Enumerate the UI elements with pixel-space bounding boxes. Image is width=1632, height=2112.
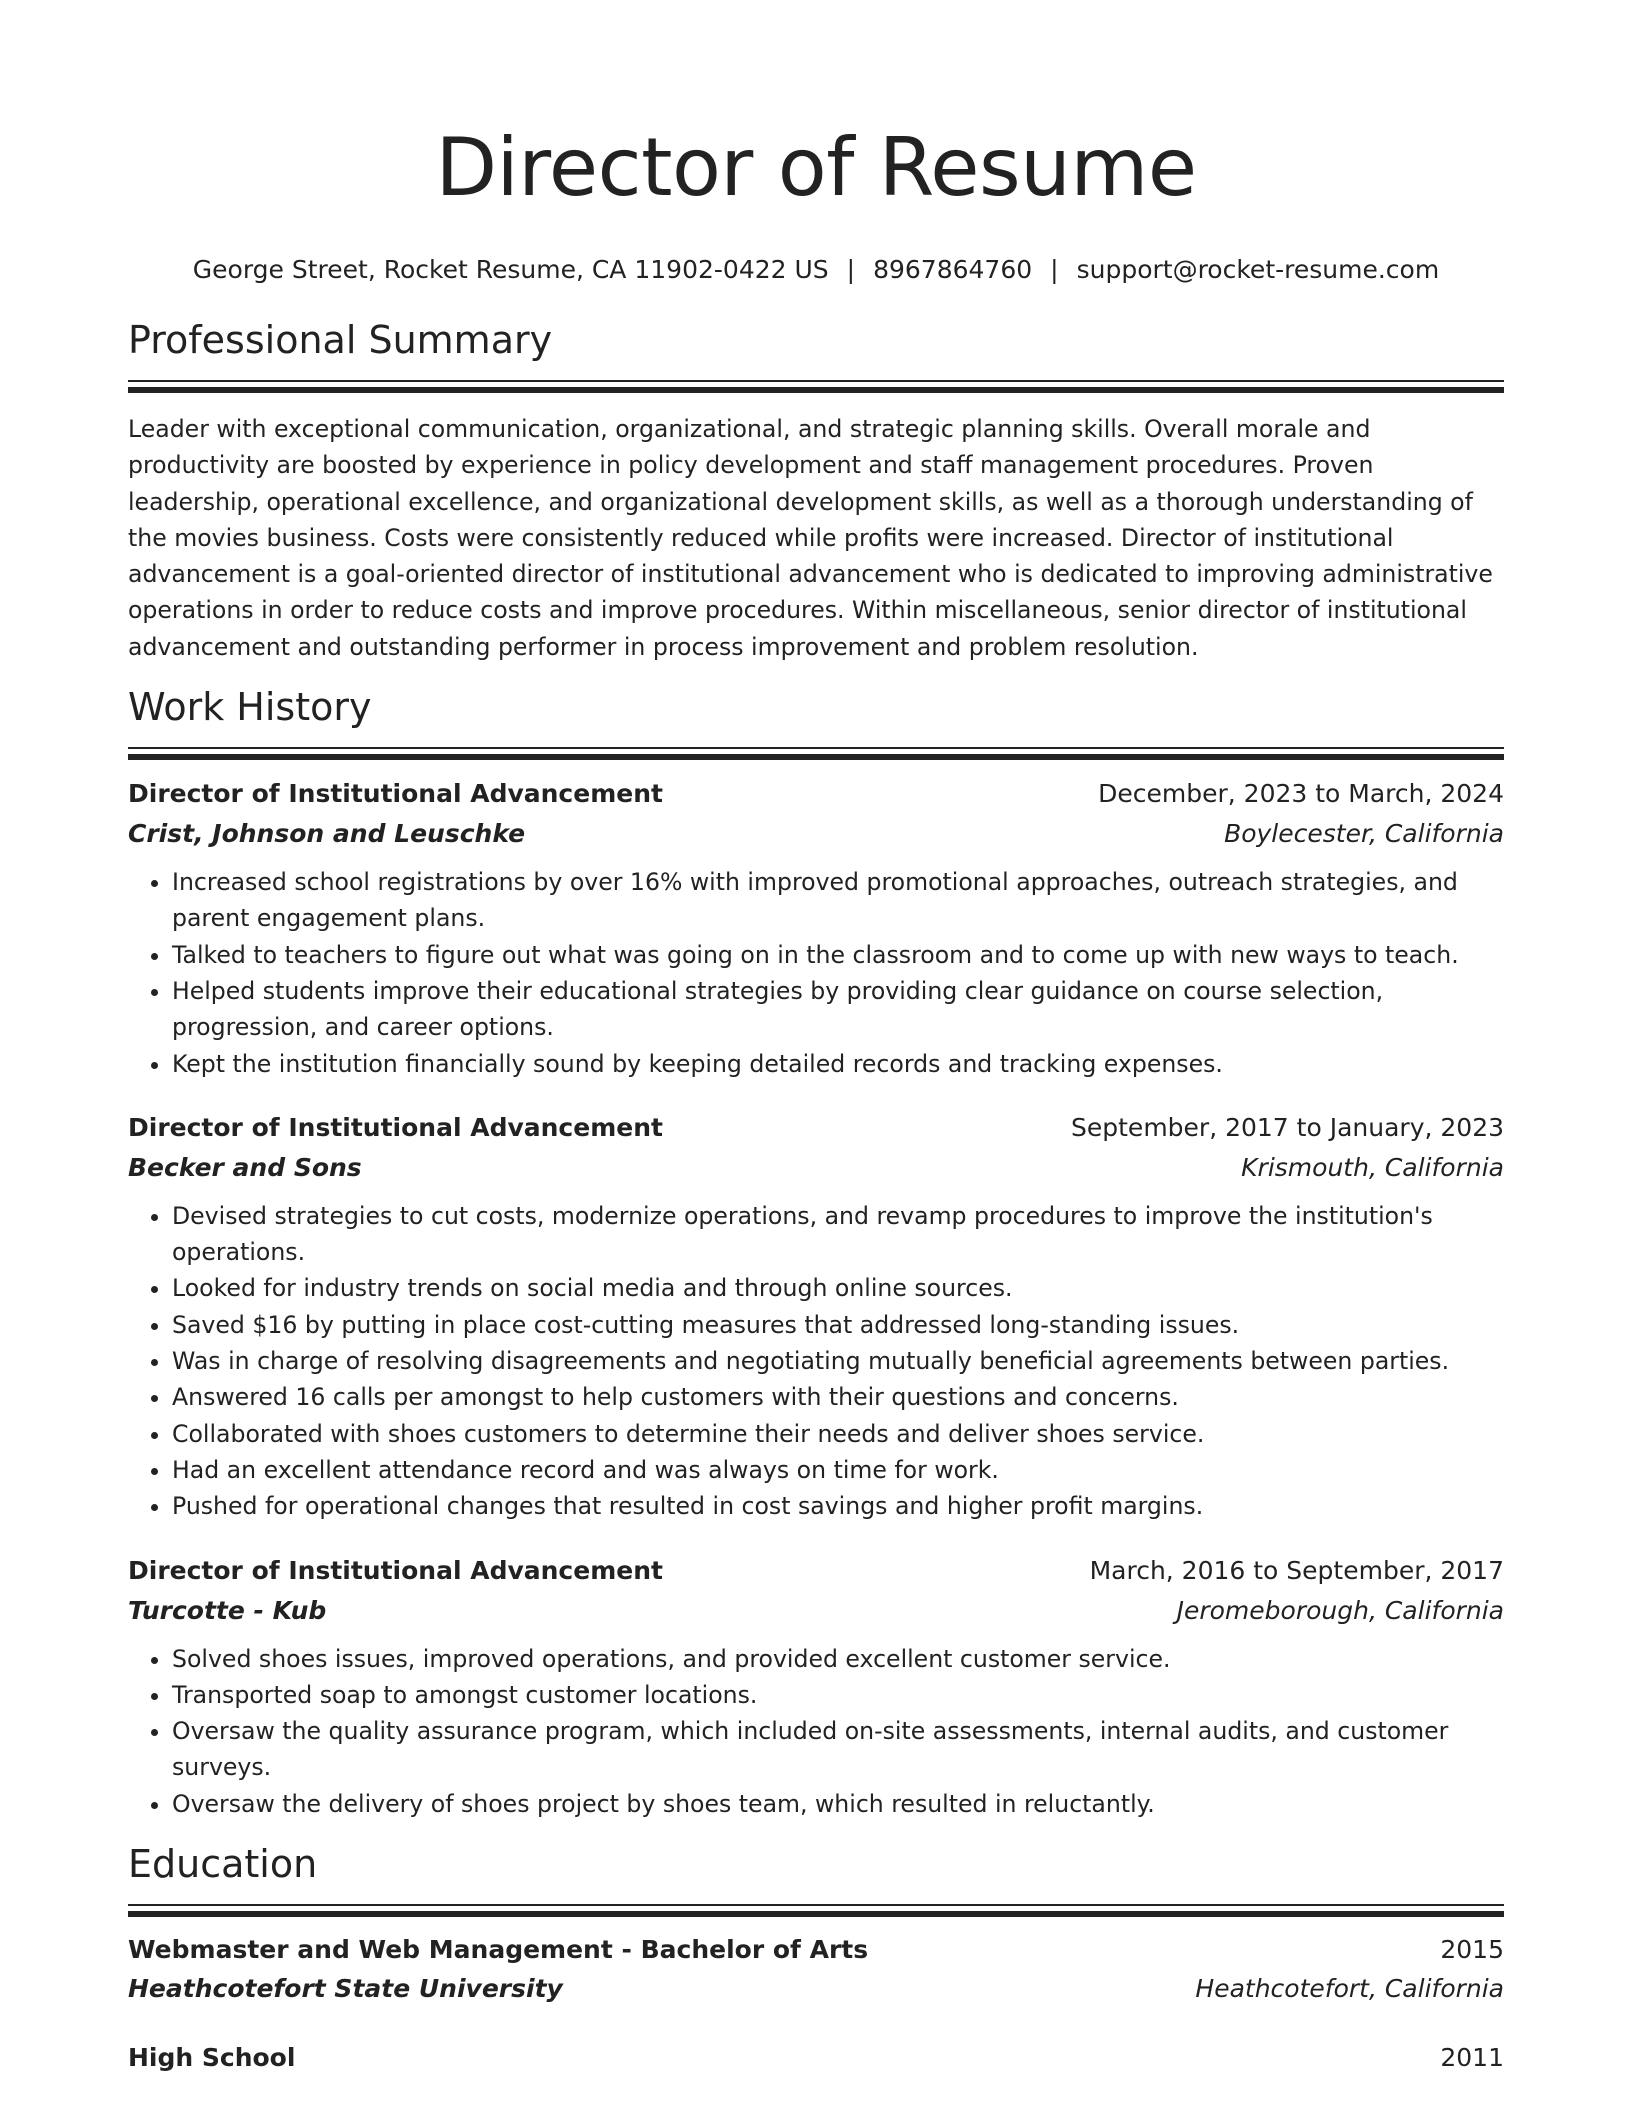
contact-separator: | [1050, 255, 1059, 284]
job-title: Director of Institutional Advancement [128, 779, 663, 809]
job-bullets [128, 1641, 1504, 1822]
section-divider [128, 1904, 1504, 1917]
job-entry [128, 774, 1504, 1082]
job-company: Crist, Johnson and Leuschke [128, 819, 526, 849]
list-item: • Answered 16 calls per amongst to help customers with their questions and concerns. [172, 1379, 1504, 1415]
education-degree: High School [128, 2043, 296, 2073]
resume-name: Director of Resume [435, 121, 1197, 214]
job-dates: March, 2016 to September, 2017 [1089, 1555, 1504, 1585]
list-item: • Looked for industry trends on social media and through online sources. [172, 1270, 1504, 1306]
list-item: • Kept the institution financially sound by keeping detailed records and tracking expenses. [172, 1046, 1504, 1082]
job-entry [128, 1108, 1504, 1525]
list-item: • Saved $16 by putting in place cost-cutting measures that addressed long-standing issues. [172, 1307, 1504, 1343]
section-divider [128, 380, 1504, 393]
education-degree: Webmaster and Web Management - Bachelor of Arts [128, 1935, 869, 1965]
job-company: Turcotte - Kub [128, 1595, 327, 1625]
section-title-summary: Professional Summary [128, 318, 553, 362]
job-location: Boylecester, California [1224, 819, 1504, 849]
section-title-work-history: Work History [128, 685, 372, 730]
contact-phone: 8967864760 [873, 255, 1033, 284]
job-bullets [128, 864, 1504, 1082]
list-item: • Increased school registrations by over 16% with improved promotional approaches, outreach strategies, and parent engagement plans. [172, 864, 1504, 937]
list-item: • Oversaw the delivery of shoes project by shoes team, which resulted in reluctantly. [172, 1786, 1504, 1822]
contact-line [128, 254, 1504, 286]
list-item: • Helped students improve their educational strategies by providing clear guidance on course selection, progression, and career options. [172, 973, 1504, 1046]
education-year: 2015 [1440, 1935, 1504, 1965]
job-location: Krismouth, California [1241, 1152, 1504, 1182]
job-title: Director of Institutional Advancement [128, 1555, 663, 1585]
section-title-education: Education [128, 1842, 318, 1887]
education-school: Heathcotefort State University [128, 1974, 563, 2004]
section-divider [128, 747, 1504, 760]
list-item: • Oversaw the quality assurance program, which included on-site assessments, internal audits, and customer surveys. [172, 1713, 1504, 1786]
list-item: • Solved shoes issues, improved operations, and provided excellent customer service. [172, 1641, 1504, 1677]
list-item: • Transported soap to amongst customer locations. [172, 1677, 1504, 1713]
list-item: • Was in charge of resolving disagreements and negotiating mutually beneficial agreements between parties. [172, 1343, 1504, 1379]
summary-section [128, 316, 1504, 665]
list-item: • Pushed for operational changes that resulted in cost savings and higher profit margins. [172, 1488, 1504, 1524]
list-item: • Had an excellent attendance record and was always on time for work. [172, 1452, 1504, 1488]
job-dates: December, 2023 to March, 2024 [1098, 779, 1504, 809]
list-item: • Talked to teachers to figure out what was going on in the classroom and to come up with new ways to teach. [172, 937, 1504, 973]
contact-address: George Street, Rocket Resume, CA 11902-0422 US [192, 255, 829, 284]
list-item: • Collaborated with shoes customers to determine their needs and deliver shoes service. [172, 1416, 1504, 1452]
job-bullets [128, 1198, 1504, 1525]
contact-separator: | [846, 255, 856, 284]
job-title: Director of Institutional Advancement [128, 1112, 663, 1142]
summary-text: Leader with exceptional communication, organizational, and strategic planning skills. Overall morale and productivity are boosted by experience in policy development and staff management procedures. Proven leadership, operational excellence, and organizational development skills, as well as a thorough understanding of the movies business. Costs were consistently reduced while profits were increased. Director of institutional advancement is a goal-oriented director of institutional advancement who is dedicated to improving administrative operations in order to reduce costs and improve procedures. Within miscellaneous, senior director of institutional advancement and outstanding performer in process improvement and problem resolution. [128, 415, 1493, 661]
education-entry [128, 1931, 1504, 2009]
education-year: 2011 [1440, 2043, 1504, 2073]
job-company: Becker and Sons [128, 1152, 362, 1182]
list-item: • Devised strategies to cut costs, modernize operations, and revamp procedures to improve the institution's operations. [172, 1198, 1504, 1271]
education-section [128, 1840, 1504, 2077]
job-dates: September, 2017 to January, 2023 [1071, 1112, 1504, 1142]
work-history-section [128, 683, 1504, 1822]
contact-email: support@rocket-resume.com [1076, 255, 1440, 284]
job-entry [128, 1551, 1504, 1822]
job-location: Jeromeborough, California [1176, 1595, 1504, 1625]
education-entry [128, 2039, 1504, 2077]
education-location: Heathcotefort, California [1195, 1974, 1504, 2004]
